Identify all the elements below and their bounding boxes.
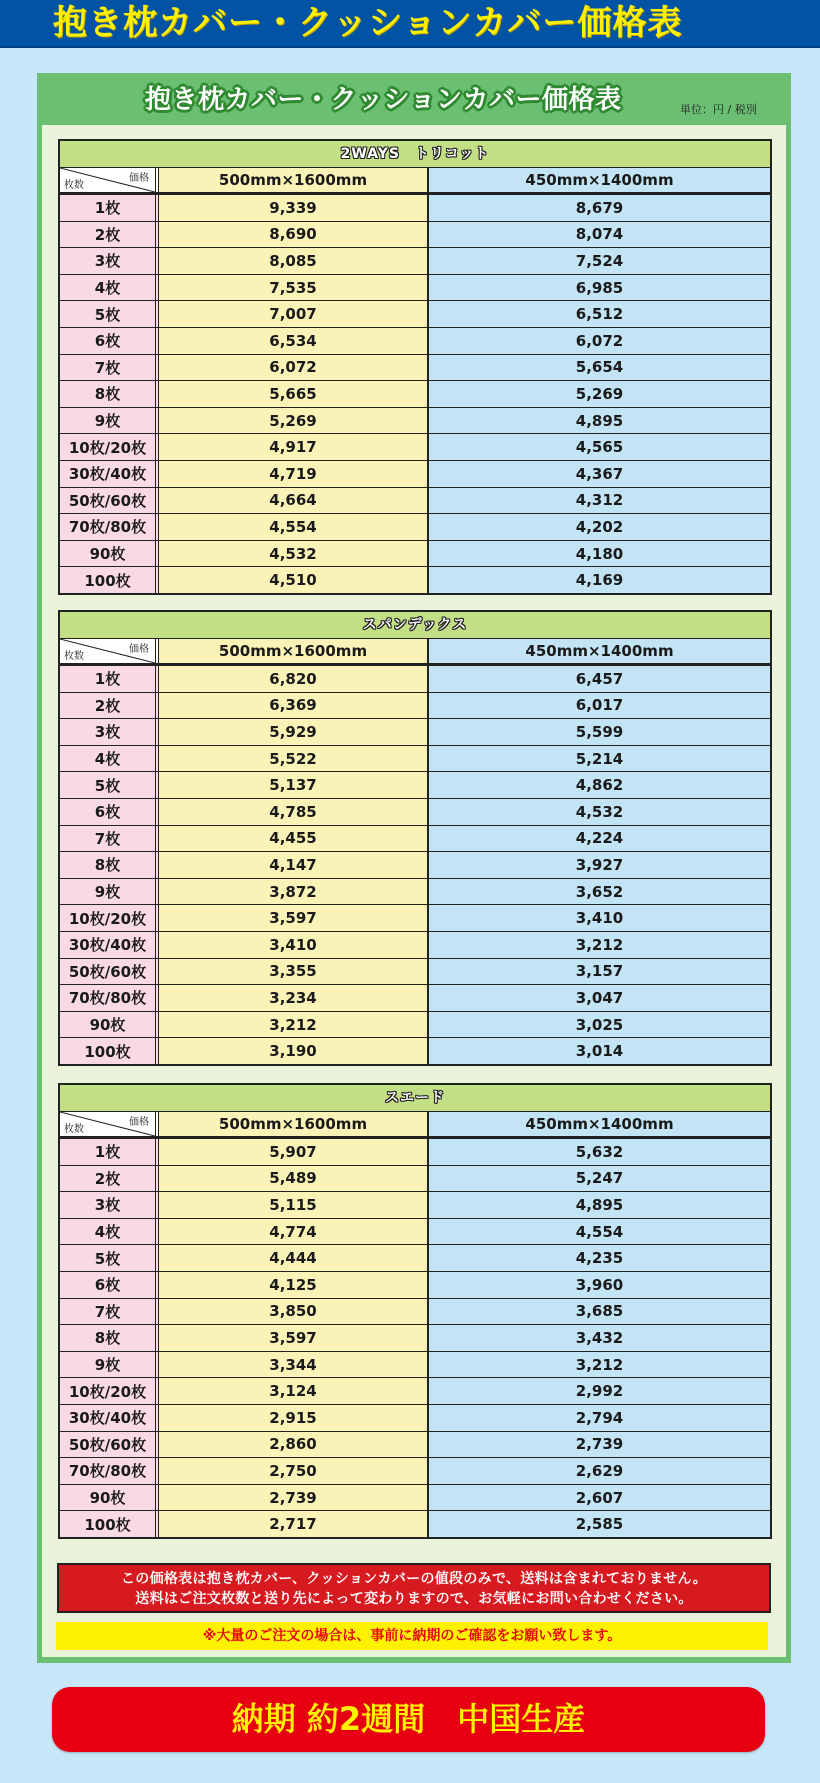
table-row bbox=[60, 666, 770, 692]
quantity-cell: 100枚 bbox=[60, 1038, 159, 1064]
quantity-cell: 70枚/80枚 bbox=[60, 1458, 159, 1484]
table-row bbox=[60, 274, 770, 301]
quantity-cell: 1枚 bbox=[60, 195, 159, 221]
price-table bbox=[58, 139, 772, 595]
quantity-cell: 6枚 bbox=[60, 1272, 159, 1298]
table-row bbox=[60, 825, 770, 852]
price-cell-450x1400: 4,312 bbox=[429, 488, 770, 514]
price-cell-500x1600: 4,125 bbox=[159, 1272, 429, 1298]
price-cell-450x1400: 4,895 bbox=[429, 408, 770, 434]
price-cell-450x1400: 4,235 bbox=[429, 1245, 770, 1271]
price-cell-500x1600: 4,917 bbox=[159, 434, 429, 460]
price-cell-500x1600: 2,860 bbox=[159, 1432, 429, 1458]
corner-price-label: 価格 bbox=[129, 173, 149, 184]
table-row bbox=[60, 718, 770, 745]
price-table-panel bbox=[37, 73, 791, 1663]
quantity-cell: 4枚 bbox=[60, 1219, 159, 1245]
quantity-cell: 5枚 bbox=[60, 1245, 159, 1271]
price-cell-450x1400: 3,047 bbox=[429, 985, 770, 1011]
price-cell-500x1600: 4,455 bbox=[159, 826, 429, 852]
price-cell-500x1600: 7,535 bbox=[159, 275, 429, 301]
price-cell-450x1400: 6,072 bbox=[429, 328, 770, 354]
quantity-cell: 70枚/80枚 bbox=[60, 985, 159, 1011]
table-row bbox=[60, 407, 770, 434]
column-header-450x1400: 450mm×1400mm bbox=[429, 639, 770, 663]
price-cell-500x1600: 3,597 bbox=[159, 905, 429, 931]
corner-cell bbox=[60, 639, 159, 663]
price-cell-500x1600: 3,597 bbox=[159, 1325, 429, 1351]
table-title: 2WAYS トリコット bbox=[60, 141, 770, 168]
corner-cell bbox=[60, 1112, 159, 1136]
quantity-cell: 50枚/60枚 bbox=[60, 959, 159, 985]
panel-title: 抱き枕カバー・クッションカバー価格表 bbox=[145, 85, 622, 115]
price-cell-450x1400: 3,157 bbox=[429, 959, 770, 985]
price-cell-450x1400: 4,180 bbox=[429, 541, 770, 567]
column-header-500x1600: 500mm×1600mm bbox=[159, 639, 429, 663]
price-cell-450x1400: 2,992 bbox=[429, 1378, 770, 1404]
quantity-cell: 100枚 bbox=[60, 1511, 159, 1537]
price-cell-450x1400: 6,457 bbox=[429, 666, 770, 692]
quantity-cell: 1枚 bbox=[60, 1139, 159, 1165]
column-header-row bbox=[60, 1112, 770, 1139]
price-cell-450x1400: 4,202 bbox=[429, 514, 770, 540]
table-row bbox=[60, 1165, 770, 1192]
page-title: 抱き枕カバー・クッションカバー価格表 bbox=[53, 3, 683, 43]
price-cell-500x1600: 4,147 bbox=[159, 852, 429, 878]
column-header-500x1600: 500mm×1600mm bbox=[159, 168, 429, 192]
price-cell-500x1600: 4,444 bbox=[159, 1245, 429, 1271]
shipping-notice bbox=[57, 1563, 771, 1613]
column-header-450x1400: 450mm×1400mm bbox=[429, 1112, 770, 1136]
quantity-cell: 1枚 bbox=[60, 666, 159, 692]
price-cell-500x1600: 5,907 bbox=[159, 1139, 429, 1165]
quantity-cell: 7枚 bbox=[60, 355, 159, 381]
table-row bbox=[60, 904, 770, 931]
quantity-cell: 50枚/60枚 bbox=[60, 1432, 159, 1458]
price-cell-500x1600: 3,124 bbox=[159, 1378, 429, 1404]
corner-count-label: 枚数 bbox=[64, 180, 84, 191]
price-cell-450x1400: 3,685 bbox=[429, 1299, 770, 1325]
price-cell-450x1400: 3,410 bbox=[429, 905, 770, 931]
quantity-cell: 3枚 bbox=[60, 719, 159, 745]
quantity-cell: 50枚/60枚 bbox=[60, 488, 159, 514]
table-row bbox=[60, 540, 770, 567]
table-row bbox=[60, 1377, 770, 1404]
price-cell-450x1400: 3,652 bbox=[429, 879, 770, 905]
price-cell-450x1400: 3,432 bbox=[429, 1325, 770, 1351]
price-cell-450x1400: 6,512 bbox=[429, 301, 770, 327]
price-cell-500x1600: 6,820 bbox=[159, 666, 429, 692]
table-row bbox=[60, 1510, 770, 1537]
table-row bbox=[60, 1271, 770, 1298]
price-cell-500x1600: 3,190 bbox=[159, 1038, 429, 1064]
quantity-cell: 90枚 bbox=[60, 1485, 159, 1511]
column-header-row bbox=[60, 639, 770, 666]
table-row bbox=[60, 984, 770, 1011]
price-cell-450x1400: 5,599 bbox=[429, 719, 770, 745]
quantity-cell: 5枚 bbox=[60, 301, 159, 327]
quantity-cell: 9枚 bbox=[60, 879, 159, 905]
price-cell-500x1600: 5,269 bbox=[159, 408, 429, 434]
table-row bbox=[60, 745, 770, 772]
table-row bbox=[60, 771, 770, 798]
price-cell-450x1400: 4,224 bbox=[429, 826, 770, 852]
quantity-cell: 7枚 bbox=[60, 1299, 159, 1325]
shipping-notice-line-1: この価格表は抱き枕カバー、クッションカバーの値段のみで、送料は含まれておりません。 bbox=[120, 1571, 708, 1587]
price-cell-450x1400: 4,895 bbox=[429, 1192, 770, 1218]
quantity-cell: 10枚/20枚 bbox=[60, 434, 159, 460]
quantity-cell: 2枚 bbox=[60, 1166, 159, 1192]
price-cell-500x1600: 4,510 bbox=[159, 567, 429, 593]
table-row bbox=[60, 1011, 770, 1038]
quantity-cell: 10枚/20枚 bbox=[60, 1378, 159, 1404]
table-title: スエード bbox=[60, 1085, 770, 1112]
table-row bbox=[60, 1457, 770, 1484]
price-cell-500x1600: 4,554 bbox=[159, 514, 429, 540]
quantity-cell: 30枚/40枚 bbox=[60, 1405, 159, 1431]
shipping-notice-line-2: 送料はご注文枚数と送り先によって変わりますので、お気軽にお問い合わせください。 bbox=[135, 1591, 693, 1607]
quantity-cell: 9枚 bbox=[60, 1352, 159, 1378]
price-cell-500x1600: 3,410 bbox=[159, 932, 429, 958]
price-cell-500x1600: 3,344 bbox=[159, 1352, 429, 1378]
corner-cell bbox=[60, 168, 159, 192]
price-cell-500x1600: 5,489 bbox=[159, 1166, 429, 1192]
price-cell-500x1600: 8,085 bbox=[159, 248, 429, 274]
top-header-bar bbox=[0, 0, 820, 48]
price-cell-500x1600: 3,234 bbox=[159, 985, 429, 1011]
quantity-cell: 3枚 bbox=[60, 248, 159, 274]
table-row bbox=[60, 1037, 770, 1064]
table-row bbox=[60, 1351, 770, 1378]
price-cell-450x1400: 2,794 bbox=[429, 1405, 770, 1431]
quantity-cell: 90枚 bbox=[60, 1012, 159, 1038]
price-cell-450x1400: 4,554 bbox=[429, 1219, 770, 1245]
unit-label: 単位：円 / 税別 bbox=[680, 103, 757, 116]
quantity-cell: 8枚 bbox=[60, 381, 159, 407]
price-cell-500x1600: 2,717 bbox=[159, 1511, 429, 1537]
column-header-500x1600: 500mm×1600mm bbox=[159, 1112, 429, 1136]
table-row bbox=[60, 221, 770, 248]
quantity-cell: 6枚 bbox=[60, 799, 159, 825]
table-row bbox=[60, 1298, 770, 1325]
quantity-cell: 4枚 bbox=[60, 746, 159, 772]
table-row bbox=[60, 1431, 770, 1458]
quantity-cell: 2枚 bbox=[60, 222, 159, 248]
bulk-order-notice: ※大量のご注文の場合は、事前に納期のご確認をお願い致します。 bbox=[56, 1622, 768, 1650]
quantity-cell: 70枚/80枚 bbox=[60, 514, 159, 540]
quantity-cell: 6枚 bbox=[60, 328, 159, 354]
price-cell-450x1400: 5,269 bbox=[429, 381, 770, 407]
quantity-cell: 8枚 bbox=[60, 1325, 159, 1351]
price-cell-450x1400: 3,927 bbox=[429, 852, 770, 878]
table-row bbox=[60, 958, 770, 985]
price-cell-450x1400: 5,247 bbox=[429, 1166, 770, 1192]
price-cell-500x1600: 5,137 bbox=[159, 772, 429, 798]
table-row bbox=[60, 1484, 770, 1511]
price-cell-500x1600: 4,532 bbox=[159, 541, 429, 567]
price-cell-500x1600: 7,007 bbox=[159, 301, 429, 327]
price-cell-450x1400: 5,214 bbox=[429, 746, 770, 772]
corner-price-label: 価格 bbox=[129, 1117, 149, 1128]
table-row bbox=[60, 1324, 770, 1351]
table-row bbox=[60, 380, 770, 407]
quantity-cell: 7枚 bbox=[60, 826, 159, 852]
quantity-cell: 2枚 bbox=[60, 693, 159, 719]
price-cell-500x1600: 3,850 bbox=[159, 1299, 429, 1325]
table-row bbox=[60, 513, 770, 540]
quantity-cell: 3枚 bbox=[60, 1192, 159, 1218]
price-cell-450x1400: 6,985 bbox=[429, 275, 770, 301]
table-row bbox=[60, 931, 770, 958]
quantity-cell: 30枚/40枚 bbox=[60, 932, 159, 958]
table-row bbox=[60, 798, 770, 825]
quantity-cell: 10枚/20枚 bbox=[60, 905, 159, 931]
quantity-cell: 100枚 bbox=[60, 567, 159, 593]
corner-count-label: 枚数 bbox=[64, 1124, 84, 1135]
table-row bbox=[60, 195, 770, 221]
price-cell-450x1400: 2,739 bbox=[429, 1432, 770, 1458]
price-cell-450x1400: 4,532 bbox=[429, 799, 770, 825]
price-cell-450x1400: 4,862 bbox=[429, 772, 770, 798]
price-cell-500x1600: 6,072 bbox=[159, 355, 429, 381]
price-cell-450x1400: 3,960 bbox=[429, 1272, 770, 1298]
table-row bbox=[60, 247, 770, 274]
price-cell-500x1600: 3,355 bbox=[159, 959, 429, 985]
price-cell-500x1600: 6,369 bbox=[159, 693, 429, 719]
quantity-cell: 5枚 bbox=[60, 772, 159, 798]
price-cell-500x1600: 4,719 bbox=[159, 461, 429, 487]
price-cell-450x1400: 8,074 bbox=[429, 222, 770, 248]
column-header-row bbox=[60, 168, 770, 195]
table-row bbox=[60, 1191, 770, 1218]
table-row bbox=[60, 1404, 770, 1431]
price-cell-500x1600: 5,522 bbox=[159, 746, 429, 772]
table-row bbox=[60, 354, 770, 381]
table-row bbox=[60, 878, 770, 905]
price-table bbox=[58, 610, 772, 1066]
quantity-cell: 30枚/40枚 bbox=[60, 461, 159, 487]
price-cell-450x1400: 5,632 bbox=[429, 1139, 770, 1165]
price-cell-500x1600: 5,665 bbox=[159, 381, 429, 407]
price-cell-450x1400: 4,565 bbox=[429, 434, 770, 460]
price-cell-500x1600: 5,115 bbox=[159, 1192, 429, 1218]
price-cell-500x1600: 4,664 bbox=[159, 488, 429, 514]
price-cell-450x1400: 3,014 bbox=[429, 1038, 770, 1064]
quantity-cell: 90枚 bbox=[60, 541, 159, 567]
panel-inner bbox=[42, 125, 786, 1657]
price-cell-500x1600: 4,774 bbox=[159, 1219, 429, 1245]
price-cell-500x1600: 6,534 bbox=[159, 328, 429, 354]
corner-count-label: 枚数 bbox=[64, 651, 84, 662]
price-cell-450x1400: 7,524 bbox=[429, 248, 770, 274]
quantity-cell: 9枚 bbox=[60, 408, 159, 434]
price-cell-450x1400: 3,025 bbox=[429, 1012, 770, 1038]
table-row bbox=[60, 692, 770, 719]
table-title: スパンデックス bbox=[60, 612, 770, 639]
price-cell-450x1400: 8,679 bbox=[429, 195, 770, 221]
price-cell-450x1400: 3,212 bbox=[429, 1352, 770, 1378]
price-cell-500x1600: 9,339 bbox=[159, 195, 429, 221]
table-row bbox=[60, 851, 770, 878]
price-cell-500x1600: 8,690 bbox=[159, 222, 429, 248]
table-row bbox=[60, 300, 770, 327]
price-cell-450x1400: 2,629 bbox=[429, 1458, 770, 1484]
price-cell-450x1400: 4,367 bbox=[429, 461, 770, 487]
price-cell-500x1600: 2,915 bbox=[159, 1405, 429, 1431]
quantity-cell: 4枚 bbox=[60, 275, 159, 301]
price-cell-500x1600: 5,929 bbox=[159, 719, 429, 745]
price-cell-450x1400: 6,017 bbox=[429, 693, 770, 719]
price-cell-450x1400: 3,212 bbox=[429, 932, 770, 958]
table-row bbox=[60, 460, 770, 487]
price-cell-500x1600: 2,739 bbox=[159, 1485, 429, 1511]
price-cell-500x1600: 2,750 bbox=[159, 1458, 429, 1484]
price-cell-450x1400: 4,169 bbox=[429, 567, 770, 593]
corner-price-label: 価格 bbox=[129, 644, 149, 655]
table-row bbox=[60, 327, 770, 354]
price-cell-450x1400: 5,654 bbox=[429, 355, 770, 381]
price-cell-500x1600: 3,872 bbox=[159, 879, 429, 905]
price-cell-450x1400: 2,585 bbox=[429, 1511, 770, 1537]
delivery-banner bbox=[52, 1687, 765, 1752]
price-table bbox=[58, 1083, 772, 1539]
table-row bbox=[60, 433, 770, 460]
price-cell-450x1400: 2,607 bbox=[429, 1485, 770, 1511]
table-row bbox=[60, 487, 770, 514]
price-cell-500x1600: 3,212 bbox=[159, 1012, 429, 1038]
table-row bbox=[60, 1218, 770, 1245]
column-header-450x1400: 450mm×1400mm bbox=[429, 168, 770, 192]
quantity-cell: 8枚 bbox=[60, 852, 159, 878]
table-row bbox=[60, 566, 770, 593]
table-row bbox=[60, 1244, 770, 1271]
delivery-banner-text: 納期 約2週間 中国生産 bbox=[231, 1700, 586, 1738]
price-cell-500x1600: 4,785 bbox=[159, 799, 429, 825]
table-row bbox=[60, 1139, 770, 1165]
